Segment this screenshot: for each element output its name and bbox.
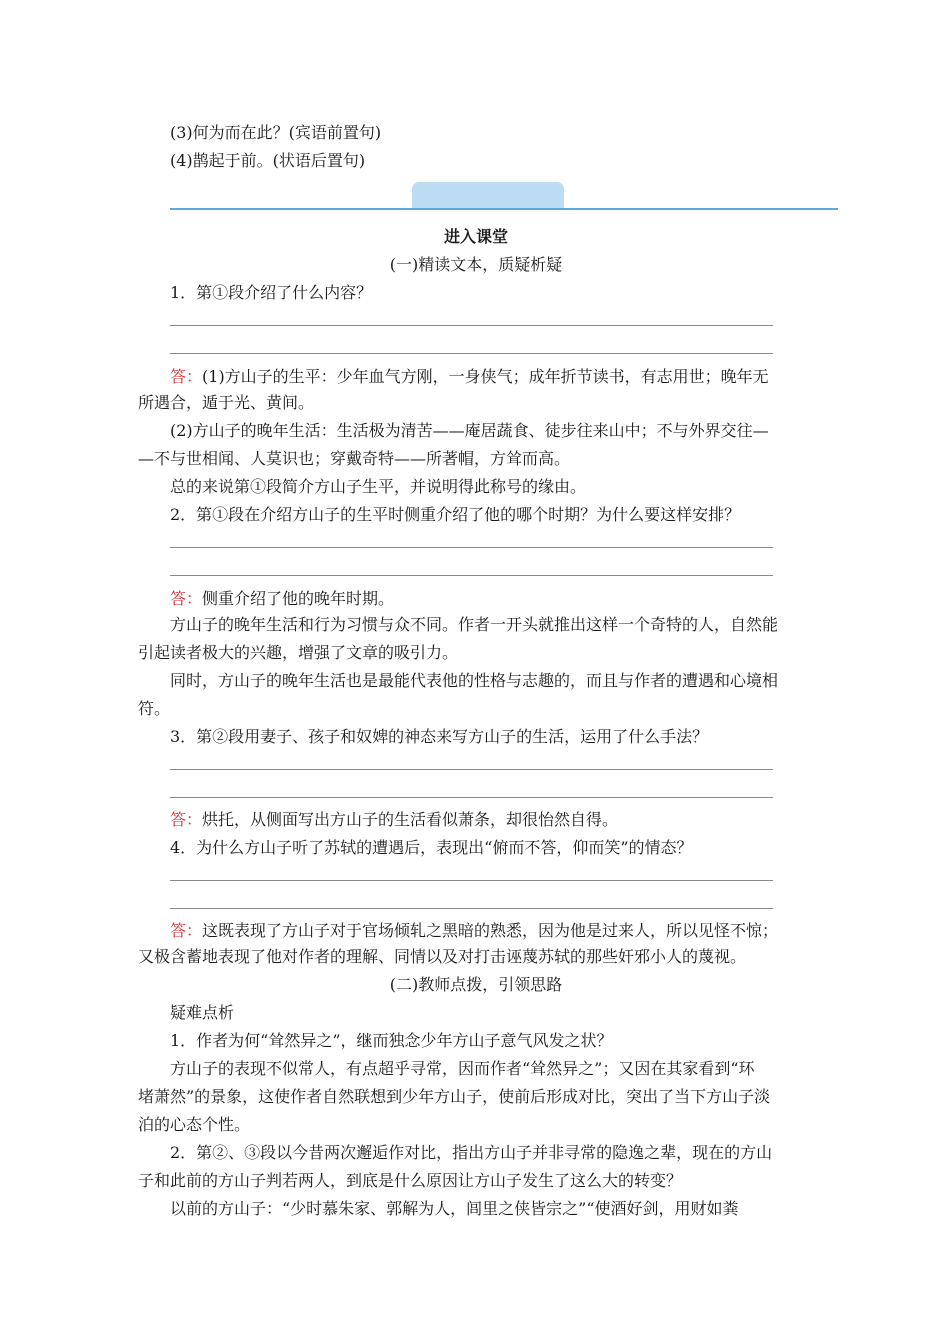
analysis-paragraph-1-cont: 堵萧然”的景象，这使作者自然联想到少年方山子，使前后形成对比，突出了当下方山子淡 (138, 1087, 771, 1106)
section-banner-tab (412, 182, 564, 209)
analysis-heading: 疑难点析 (170, 1003, 235, 1022)
answer-2-paragraph-1: 方山子的晚年生活和行为习惯与众不同。作者一开头就推出这样一个奇特的人，自然能 (170, 615, 779, 634)
answer-label: 答： (170, 810, 203, 829)
answer-1-part-1: 答：(1)方山子的生平：少年血气方刚，一身侠气；成年折节读书，有志用世；晚年无 (170, 367, 769, 386)
answer-blank-line (170, 880, 773, 881)
section-subtitle-2: (二)教师点拨，引领思路 (389, 975, 563, 994)
section-title: 进入课堂 (443, 227, 508, 246)
answer-4: 答：这既表现了方山子对于官场倾轧之黑暗的熟悉，因为他是过来人，所以见怪不惊； (170, 921, 779, 940)
answer-2-paragraph-2-cont: 符。 (138, 699, 171, 718)
question-1: 1．第①段介绍了什么内容？ (170, 283, 373, 302)
analysis-paragraph-1-end: 泊的心态个性。 (138, 1115, 251, 1134)
answer-2-paragraph-2: 同时，方山子的晚年生活也是最能代表他的性格与志趣的，而且与作者的遭遇和心境相 (170, 671, 779, 690)
section-banner-line (170, 208, 838, 210)
answer-2: 答：侧重介绍了他的晚年时期。 (170, 589, 395, 608)
analysis-question-1: 1．作者为何“耸然异之”，继而独念少年方山子意气风发之状？ (170, 1031, 613, 1050)
top-item-4: (4)鹊起于前。(状语后置句) (170, 151, 366, 170)
answer-1-part-1-cont: 所遇合，遁于光、黄间。 (138, 393, 315, 412)
answer-blank-line (170, 325, 773, 326)
answer-1-part-2-cont: —不与世相闻、人莫识也；穿戴奇特——所著帽，方耸而高。 (138, 449, 571, 468)
question-3: 3．第②段用妻子、孩子和奴婢的神态来写方山子的生活，运用了什么手法？ (170, 727, 709, 746)
answer-1-summary: 总的来说第①段简介方山子生平，并说明得此称号的缘由。 (170, 477, 587, 496)
answer-blank-line (170, 908, 773, 909)
answer-blank-line (170, 353, 773, 354)
answer-3: 答：烘托，从侧面写出方山子的生活看似萧条，却很怡然自得。 (170, 810, 619, 829)
answer-blank-line (170, 797, 773, 798)
answer-blank-line (170, 575, 773, 576)
analysis-question-2-cont: 子和此前的方山子判若两人，到底是什么原因让方山子发生了这么大的转变？ (138, 1171, 683, 1190)
answer-1-part-2: (2)方山子的晚年生活：生活极为清苦——庵居蔬食、徒步往来山中；不与外界交往— (170, 421, 769, 440)
question-2: 2．第①段在介绍方山子的生平时侧重介绍了他的哪个时期？为什么要这样安排？ (170, 505, 741, 524)
answer-4-cont: 又极含蓄地表现了他对作者的理解、同情以及对打击诬蔑苏轼的那些奸邪小人的蔑视。 (138, 947, 747, 966)
answer-label: 答： (170, 589, 203, 608)
question-4: 4．为什么方山子听了苏轼的遭遇后，表现出“俯而不答，仰而笑”的情态？ (170, 838, 693, 857)
answer-blank-line (170, 547, 773, 548)
answer-2-paragraph-1-cont: 引起读者极大的兴趣，增强了文章的吸引力。 (138, 643, 459, 662)
answer-blank-line (170, 769, 773, 770)
answer-label: 答： (170, 921, 203, 940)
top-item-3: (3)何为而在此？(宾语前置句) (170, 123, 382, 142)
analysis-paragraph-2: 以前的方山子：“少时慕朱家、郭解为人，闾里之侠皆宗之”“使酒好剑，用财如粪 (170, 1199, 739, 1218)
analysis-question-2: 2．第②、③段以今昔两次邂逅作对比，指出方山子并非寻常的隐逸之辈，现在的方山 (170, 1143, 773, 1162)
analysis-paragraph-1: 方山子的表现不似常人，有点超乎寻常，因而作者“耸然异之”；又因在其家看到“环 (170, 1059, 755, 1078)
answer-label: 答： (170, 367, 203, 386)
section-subtitle-1: (一)精读文本，质疑析疑 (389, 255, 563, 274)
